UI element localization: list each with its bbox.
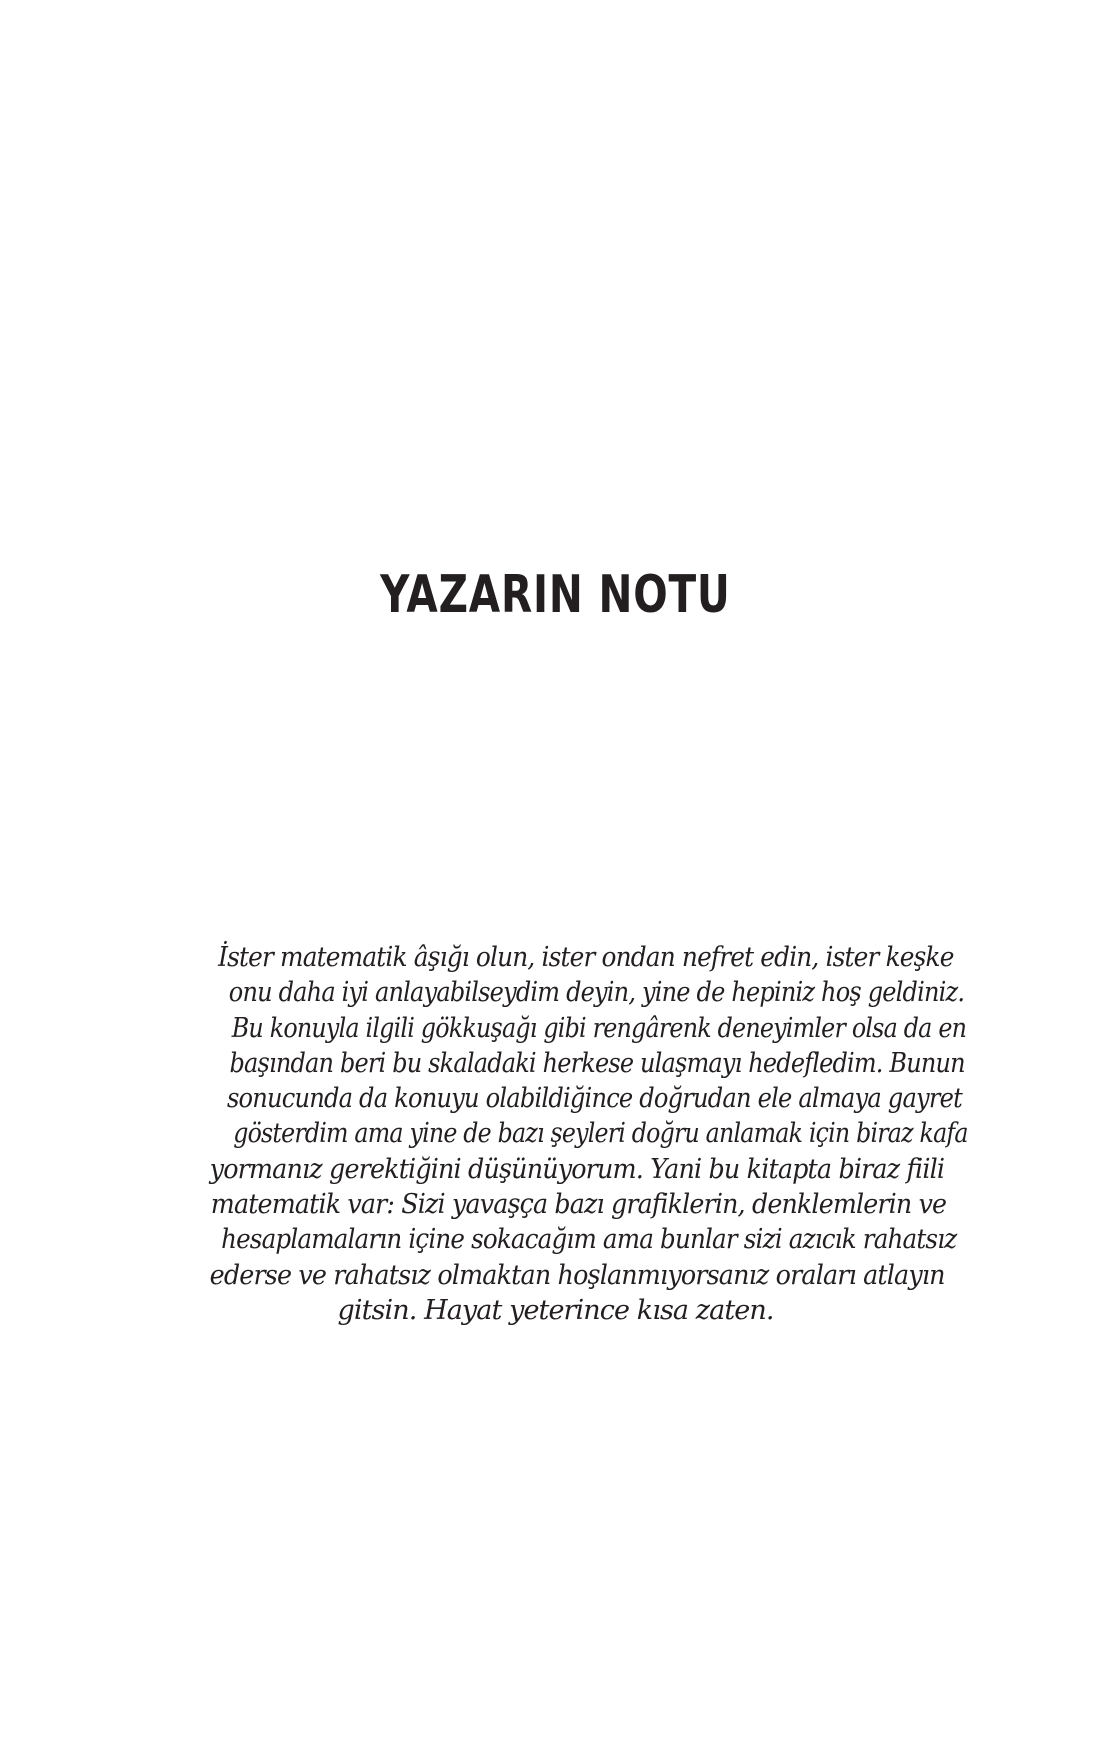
paragraph-line: yormanız gerektiğini düşünüyorum. Yani bu kitapta biraz fiili [209, 1153, 945, 1185]
paragraph-line: İster matematik âşığı olun, ister ondan nefret edin, ister keşke [218, 942, 954, 973]
paragraph-line: gitsin. Hayat yeterince kısa zaten. [337, 1294, 774, 1326]
paragraph-line: hesaplamaların içine sokacağım ama bunlar sizi azıcık rahatsız [221, 1224, 957, 1256]
paragraph-line: başından beri bu skaladaki herkese ulaşmayı hedefledim. Bunun [229, 1047, 965, 1079]
paragraph-line: ederse ve rahatsız olmaktan hoşlanmıyorsanız oraları atlayın [209, 1259, 945, 1291]
paragraph-line: matematik var: Sizi yavaşça bazı grafiklerin, denklemlerin ve [210, 1189, 947, 1221]
paragraph-line: Bu konuyla ilgili gökkuşağı gibi rengârenk deneyimler olsa da en [231, 1012, 967, 1044]
paragraph-line: sonucunda da konuyu olabildiğince doğrudan ele almaya gayret [226, 1083, 962, 1115]
author-note-paragraph [188, 940, 968, 1328]
paragraph-line: gösterdim ama yine de bazı şeyleri doğru anlamak için biraz kafa [233, 1118, 968, 1150]
paragraph-line: onu daha iyi anlayabilseydim deyin, yine de hepiniz hoş geldiniz. [228, 977, 965, 1009]
page-title: YAZARIN NOTU [380, 565, 731, 625]
